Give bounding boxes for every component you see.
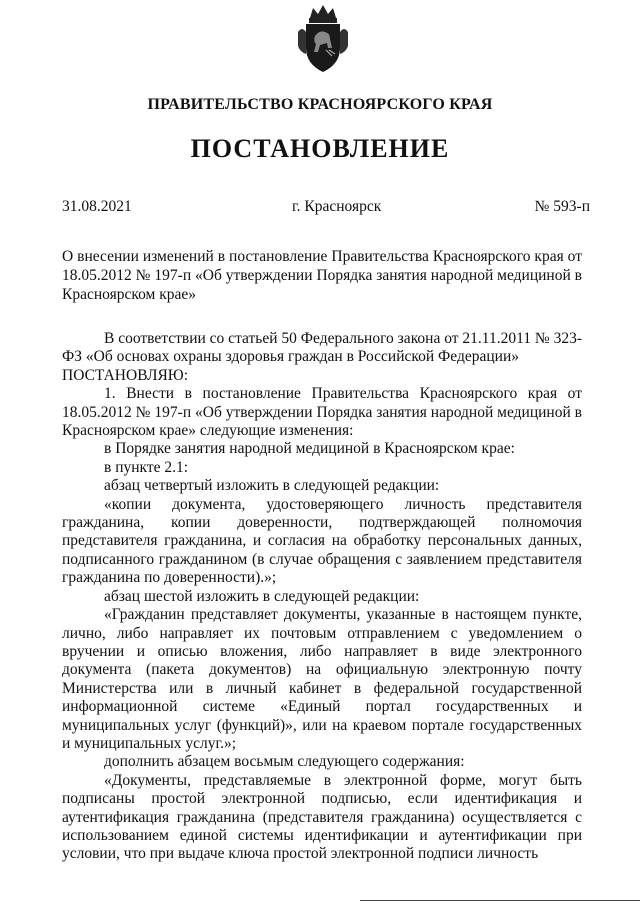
body-paragraph: «Гражданин представляет документы, указанные в настоящем пункте, лично, либо направляет их почтовым отправлением с уведомлением о вручении и описью вложения, либо направляет в виде электронного документа (пакета документов) на официальную электронную почту Министерства или в личный кабинет в федеральной государственной информационной системе «Единый портал государственных и муниципальных услуг (функций)», или на краевом портале государственных и муниципальных услуг.»; [62,606,582,752]
body-paragraph: В соответствии со статьей 50 Федерального закона от 21.11.2011 № 323-ФЗ «Об основах охраны здоровья граждан в Российской Федерации» [62,330,582,366]
document-subject: О внесении изменений в постановление Правительства Красноярского края от 18.05.2012 № 197-п «Об утверждении Порядка занятия народной медициной в Красноярском крае» [62,248,582,303]
body-paragraph: абзац шестой изложить в следующей редакции: [104,587,420,605]
scan-edge-line [360,900,640,901]
document-city: г. Красноярск [292,198,382,215]
body-paragraph: «Документы, представляемые в электронной форме, могут быть подписаны простой электронной подписью, если идентификация и аутентификация гражданина (представителя гражданина) осуществляется с использованием единой системы идентификации и аутентификации при условии, что при выдаче ключа простой электронной подписи личность [62,771,582,863]
body-paragraph: дополнить абзацем восьмым следующего содержания: [104,753,465,771]
body-paragraph: в пункте 2.1: [104,458,189,476]
body-paragraph: 1. Внести в постановление Правительства Красноярского края от 18.05.2012 № 197-п «Об утверждении Порядка занятия народной медициной в Красноярском крае» следующие изменения: [62,385,582,440]
document-body [62,330,582,864]
body-paragraph: ПОСТАНОВЛЯЮ: [62,366,189,384]
coat-of-arms-icon [296,2,350,74]
body-paragraph: абзац четвертый изложить в следующей редакции: [104,477,440,495]
body-paragraph: в Порядке занятия народной медициной в Красноярском крае: [104,440,515,458]
document-date: 31.08.2021 [62,198,132,215]
document-type-title: ПОСТАНОВЛЕНИЕ [190,134,450,163]
document-number: № 593-п [534,198,590,215]
government-title: ПРАВИТЕЛЬСТВО КРАСНОЯРСКОГО КРАЯ [147,96,493,113]
body-paragraph: «копии документа, удостоверяющего личность представителя гражданина, копии доверенности, подтверждающей полномочия представителя гражданина, и согласия на обработку персональных данных, подписанного гражданином (в случае обращения с заявлением представителя гражданина по доверенности).»; [62,495,582,587]
